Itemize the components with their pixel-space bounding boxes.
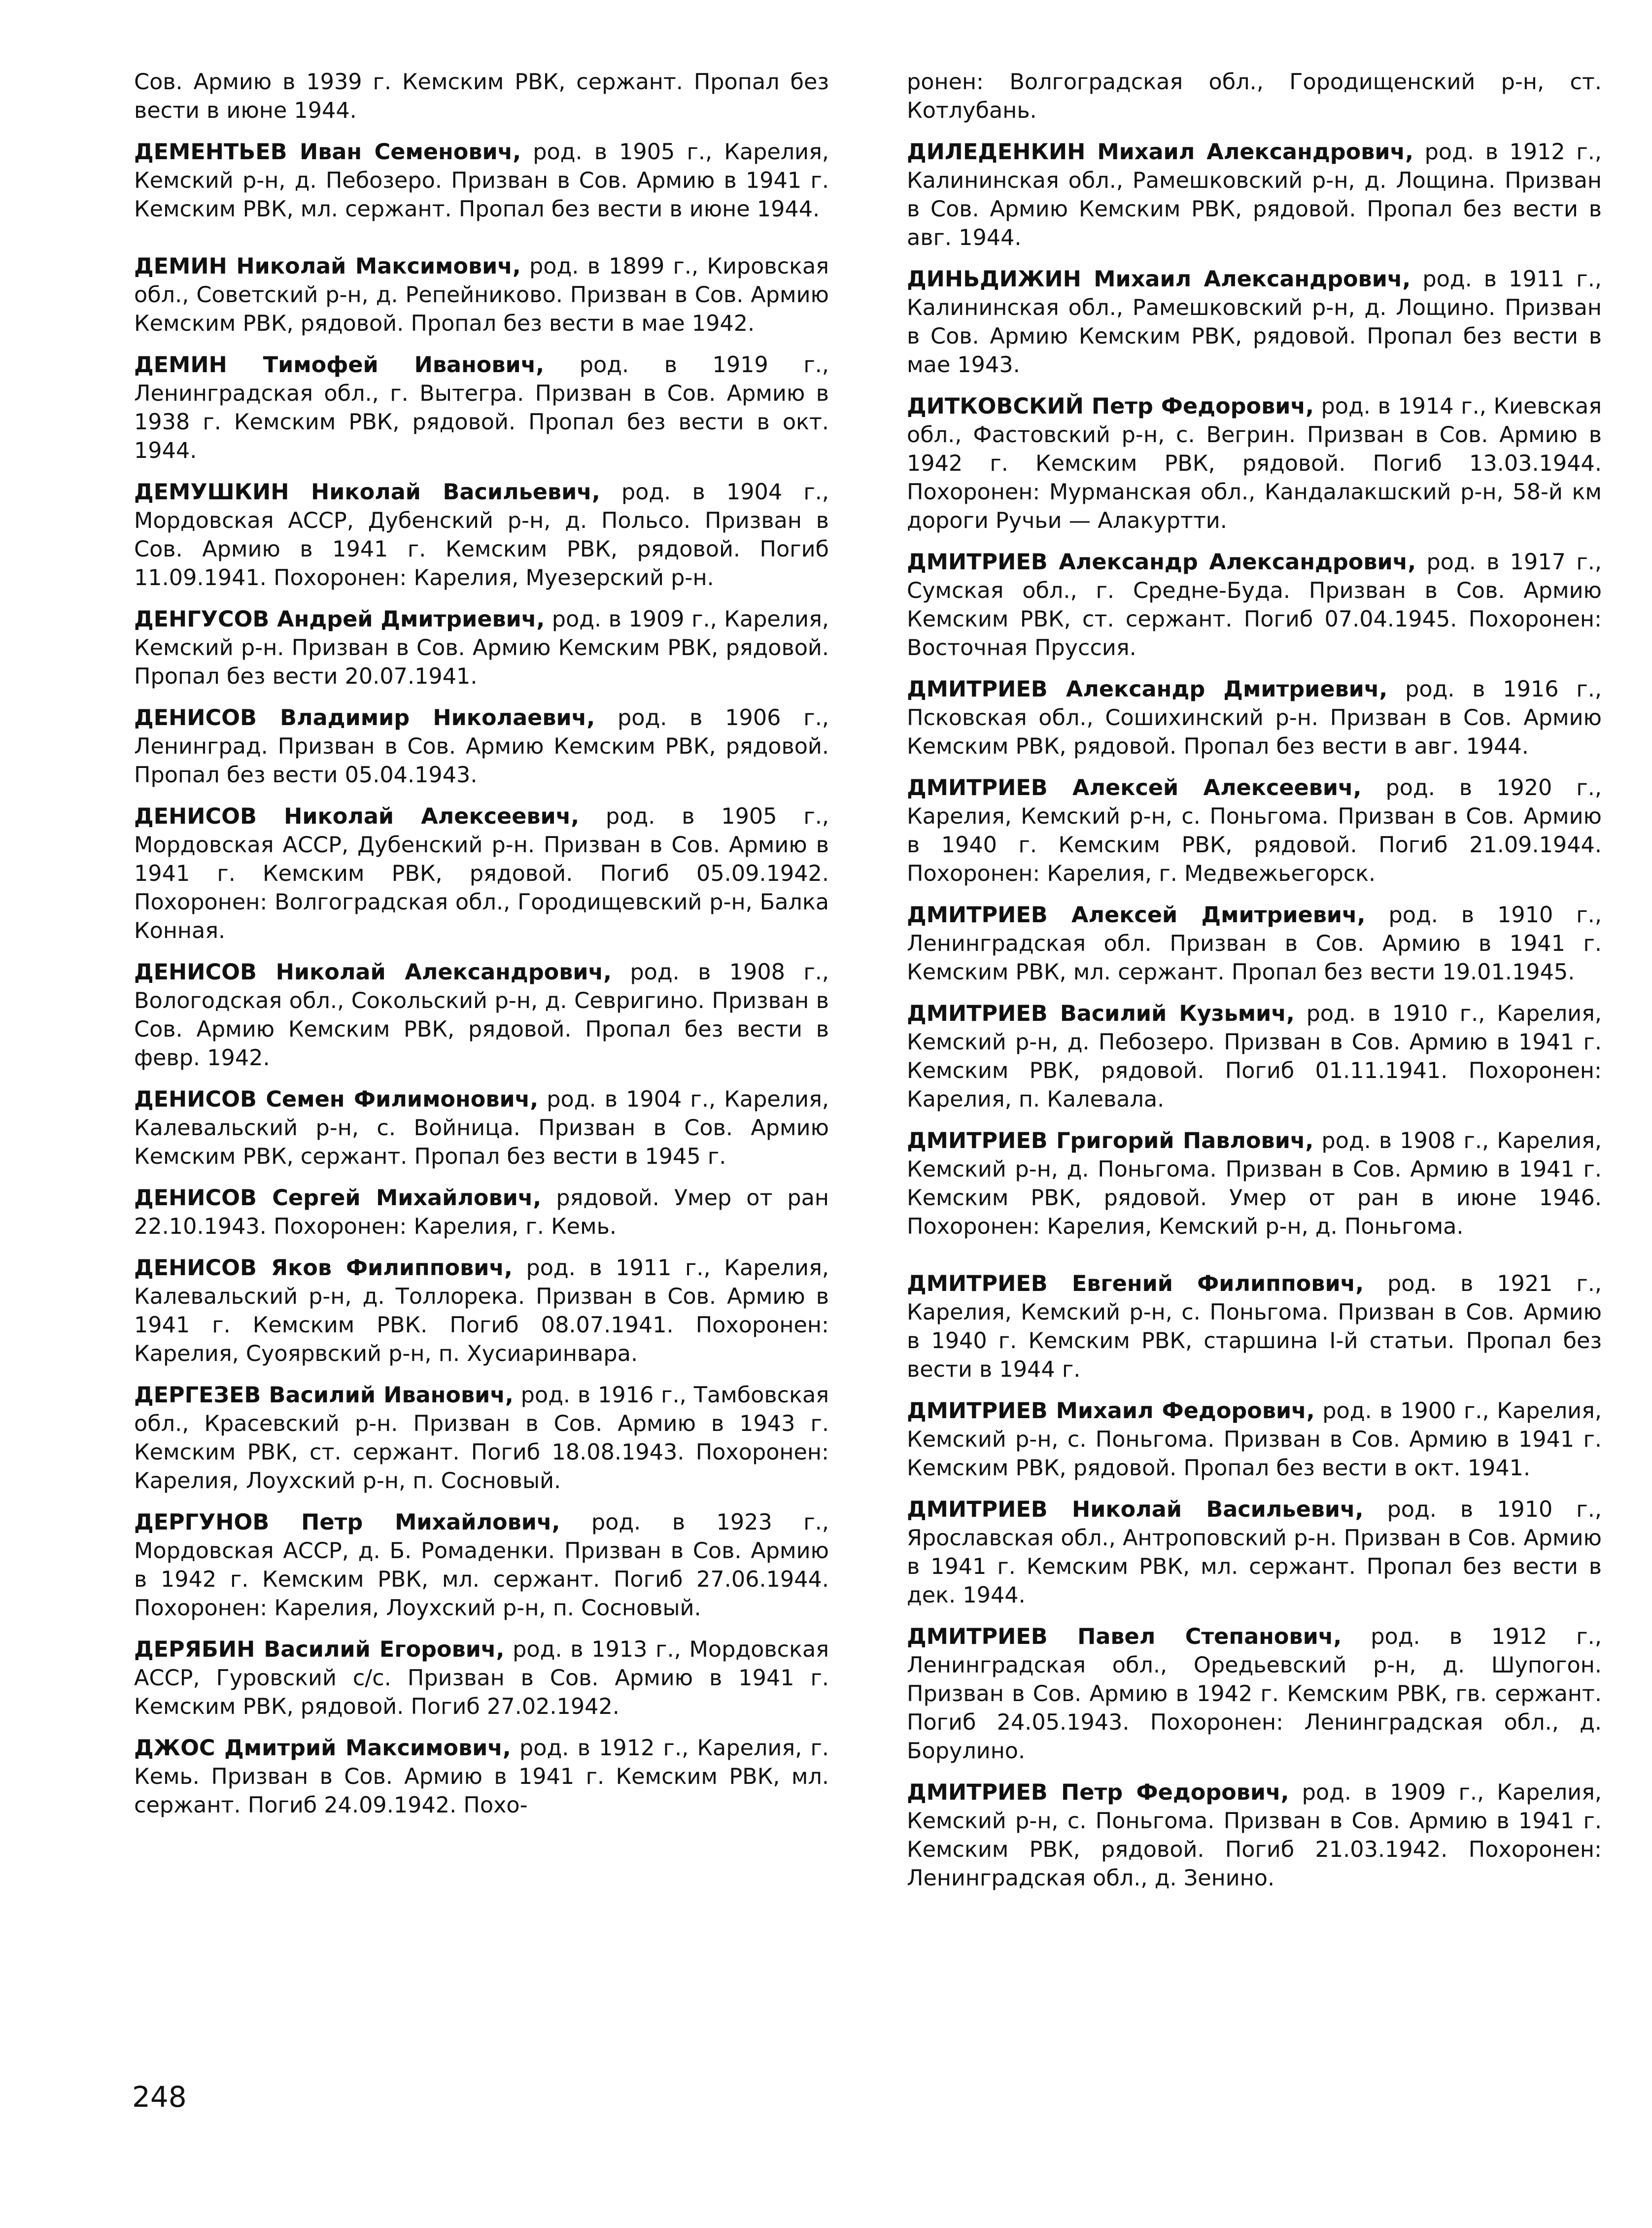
entry: [907, 392, 1602, 535]
entry: [134, 1381, 829, 1496]
entry-text: род. в 1904 г., Мордовская АССР, Дубенский р-н, д. Польсо. Призван в Сов. Армию в 1941 г. Кемским РВК, рядовой. Погиб 11.09.1941. Похоронен: Карелия, Муезерский р-н.: [134, 480, 829, 591]
entry-name: ДЕРГЕЗЕВ Василий Иванович,: [134, 1383, 514, 1408]
entry-name: ДЕРЯБИН Василий Егорович,: [134, 1637, 505, 1662]
entry-text: род. в 1917 г., Сумская обл., г. Средне-Буда. Призван в Сов. Армию Кемским РВК, ст. сержант. Погиб 07.04.1945. Похоронен: Восточная Пруссия.: [907, 550, 1602, 661]
entry: [134, 1184, 829, 1241]
entry-name: ДЕНИСОВ Николай Александрович,: [134, 960, 612, 985]
entry: [907, 1127, 1602, 1241]
entry-name: ДМИТРИЕВ Василий Кузьмич,: [907, 1001, 1295, 1026]
entry-name: ДЕМУШКИН Николай Васильевич,: [134, 480, 600, 505]
entry-text: род. в 1909 г., Карелия, Кемский р-н. Призван в Сов. Армию Кемским РВК, рядовой. Пропал без вести 20.07.1941.: [134, 607, 829, 689]
entry: [134, 1508, 829, 1623]
entry-name: ДМИТРИЕВ Алексей Алексеевич,: [907, 775, 1362, 801]
entry-name: ДЕРГУНОВ Петр Михайлович,: [134, 1510, 560, 1535]
entry-text: род. в 1905 г., Мордовская АССР, Дубенский р-н. Призван в Сов. Армию в 1941 г. Кемским РВК, рядовой. Погиб 05.09.1942. Похоронен: Волгоградская обл., Городищевский р-н, Балка Конная.: [134, 804, 829, 943]
entry: [907, 138, 1602, 252]
entry-text: род. в 1899 г., Кировская обл., Советский р-н, д. Репейниково. Призван в Сов. Армию Кемским РВК, рядовой. Пропал без вести в мае 1942.: [134, 254, 829, 336]
entry: [134, 478, 829, 592]
entry: [907, 774, 1602, 888]
entry-name: ДЕНИСОВ Семен Филимонович,: [134, 1087, 539, 1112]
entry: [907, 1397, 1602, 1483]
entry-name: ДЕНГУСОВ Андрей Дмитриевич,: [134, 607, 545, 632]
entry-name: ДИТКОВСКИЙ Петр Федорович,: [907, 394, 1314, 419]
entry: [134, 605, 829, 691]
entry-text: род. в 1913 г., Мордовская АССР, Гуровский с/с. Призван в Сов. Армию в 1941 г. Кемским РВК, рядовой. Погиб 27.02.1942.: [134, 1637, 829, 1719]
entry: [907, 265, 1602, 380]
entry-name: ДЕНИСОВ Сергей Михайлович,: [134, 1185, 542, 1211]
entry: [907, 1270, 1602, 1384]
entry-text: род. в 1910 г., Ленинградская обл. Призван в Сов. Армию в 1941 г. Кемским РВК, мл. сержант. Пропал без вести 19.01.1945.: [907, 903, 1602, 985]
entry-text: род. в 1911 г., Калининская обл., Рамешковский р-н, д. Лощино. Призван в Сов. Армию Кемским РВК, рядовой. Пропал без вести в мае 1943.: [907, 267, 1602, 378]
entry-name: ДМИТРИЕВ Петр Федорович,: [907, 1780, 1289, 1805]
entry: [134, 1734, 829, 1820]
entry-name: ДЖОС Дмитрий Максимович,: [134, 1736, 511, 1761]
right-column: [907, 68, 1602, 1906]
entry-name: ДЕМЕНТЬЕВ Иван Семенович,: [134, 139, 521, 165]
entry: [134, 351, 829, 465]
entry-text: род. в 1921 г., Карелия, Кемский р-н, с. Поньгома. Призван в Сов. Армию в 1940 г. Кемским РВК, старшина I-й статьи. Пропал без вести в 1944 г.: [907, 1271, 1602, 1382]
entry-name: ДИЛЕДЕНКИН Михаил Александрович,: [907, 139, 1413, 165]
left-column: [134, 68, 829, 1833]
entry-name: ДЕНИСОВ Яков Филиппович,: [134, 1255, 513, 1281]
entry: [134, 958, 829, 1073]
entry: [907, 1778, 1602, 1893]
entry: [134, 138, 829, 224]
entry-text: род. в 1905 г., Карелия, Кемский р-н, д. Пебозеро. Призван в Сов. Армию в 1941 г. Кемским РВК, мл. сержант. Пропал без вести в июне 1944.: [134, 139, 829, 222]
entry-name: ДЕНИСОВ Николай Алексеевич,: [134, 804, 580, 829]
entry: [134, 704, 829, 790]
entry-text: род. в 1914 г., Киевская обл., Фастовский р-н, с. Вегрин. Призван в Сов. Армию в 1942 г. Кемским РВК, рядовой. Погиб 13.03.1944. Похоронен: Мурманская обл., Кандалакшский р-н, 58-й км дороги Ручьи — Алакуртти.: [907, 394, 1602, 533]
entry-text: род. в 1920 г., Карелия, Кемский р-н, с. Поньгома. Призван в Сов. Армию в 1940 г. Кемским РВК, рядовой. Погиб 21.09.1944. Похоронен: Карелия, г. Медвежьегорск.: [907, 775, 1602, 886]
entry: [134, 252, 829, 338]
entry: [134, 1636, 829, 1721]
entry-name: ДМИТРИЕВ Евгений Филиппович,: [907, 1271, 1364, 1296]
entry-text: род. в 1912 г., Карелия, г. Кемь. Призван в Сов. Армию в 1941 г. Кемским РВК, мл. сержант. Погиб 24.09.1942. Похо-: [134, 1736, 829, 1818]
continued-entry: Сов. Армию в 1939 г. Кемским РВК, сержант. Пропал без вести в июне 1944.: [134, 70, 829, 123]
continued-entry: ронен: Волгоградская обл., Городищенский р-н, ст. Котлубань.: [907, 70, 1602, 123]
entry-text: род. в 1909 г., Карелия, Кемский р-н, с. Поньгома. Призван в Сов. Армию в 1941 г. Кемским РВК, рядовой. Погиб 21.03.1942. Похоронен: Ленинградская обл., д. Зенино.: [907, 1780, 1602, 1891]
entry-name: ДЕМИН Николай Максимович,: [134, 254, 521, 279]
entry: [907, 548, 1602, 662]
entry-text: род. в 1911 г., Карелия, Калевальский р-н, д. Толлорека. Призван в Сов. Армию в 1941 г. Кемским РВК. Погиб 08.07.1941. Похоронен: Карелия, Суоярвский р-н, п. Хусиаринвара.: [134, 1255, 829, 1366]
entry-text: род. в 1908 г., Вологодская обл., Сокольский р-н, д. Севригино. Призван в Сов. Армию Кемским РВК, рядовой. Пропал без вести в февр. 1942.: [134, 960, 829, 1071]
entry-text: род. в 1904 г., Карелия, Калевальский р-н, с. Войница. Призван в Сов. Армию Кемским РВК, сержант. Пропал без вести в 1945 г.: [134, 1087, 829, 1169]
entry-name: ДМИТРИЕВ Григорий Павлович,: [907, 1128, 1314, 1153]
entry-text: род. в 1916 г., Тамбовская обл., Красевский р-н. Призван в Сов. Армию в 1943 г. Кемским РВК, ст. сержант. Погиб 18.08.1943. Похоронен: Карелия, Лоухский р-н, п. Сосновый.: [134, 1383, 829, 1494]
entry-name: ДЕНИСОВ Владимир Николаевич,: [134, 705, 595, 731]
entry-text: род. в 1900 г., Карелия, Кемский р-н, с. Поньгома. Призван в Сов. Армию в 1941 г. Кемским РВК, рядовой. Пропал без вести в окт. 1941.: [907, 1398, 1602, 1481]
entry-text: род. в 1919 г., Ленинградская обл., г. Вытегра. Призван в Сов. Армию в 1938 г. Кемским РВК, рядовой. Пропал без вести в окт. 1944.: [134, 352, 829, 463]
entry: [907, 1496, 1602, 1610]
entry: [907, 1623, 1602, 1766]
page-number: 248: [132, 2080, 187, 2114]
entry-text: рядовой. Умер от ран 22.10.1943. Похоронен: Карелия, г. Кемь.: [134, 1185, 829, 1239]
entry-name: ДМИТРИЕВ Михаил Федорович,: [907, 1398, 1315, 1424]
entry-name: ДМИТРИЕВ Николай Васильевич,: [907, 1497, 1364, 1522]
entry-name: ДМИТРИЕВ Александр Дмитриевич,: [907, 677, 1388, 702]
entry: [907, 675, 1602, 761]
entry-name: ДИНЬДИЖИН Михаил Александрович,: [907, 267, 1411, 292]
entry-name: ДЕМИН Тимофей Иванович,: [134, 352, 545, 378]
entry-text: род. в 1910 г., Карелия, Кемский р-н, д. Пебозеро. Призван в Сов. Армию в 1941 г. Кемским РВК, рядовой. Погиб 01.11.1941. Похоронен: Карелия, п. Калевала.: [907, 1001, 1602, 1112]
entry-text: род. в 1912 г., Ленинградская обл., Оредьевский р-н, д. Шупогон. Призван в Сов. Армию в 1942 г. Кемским РВК, гв. сержант. Погиб 24.05.1943. Похоронен: Ленинградская обл., д. Борулино.: [907, 1624, 1602, 1764]
entry: [134, 1254, 829, 1368]
entry-text: род. в 1923 г., Мордовская АССР, д. Б. Ромаденки. Призван в Сов. Армию в 1942 г. Кемским РВК, мл. сержант. Погиб 27.06.1944. Похоронен: Карелия, Лоухский р-н, п. Сосновый.: [134, 1510, 829, 1621]
entry: [134, 1085, 829, 1171]
entry: [134, 802, 829, 945]
entry-name: ДМИТРИЕВ Алексей Дмитриевич,: [907, 903, 1366, 928]
entry-text: род. в 1916 г., Псковская обл., Сошихинский р-н. Призван в Сов. Армию Кемским РВК, рядовой. Пропал без вести в авг. 1944.: [907, 677, 1602, 759]
entry-text: род. в 1912 г., Калининская обл., Рамешковский р-н, д. Лощина. Призван в Сов. Армию Кемским РВК, рядовой. Пропал без вести в авг. 1944.: [907, 139, 1602, 250]
entry: [907, 1000, 1602, 1114]
entry-name: ДМИТРИЕВ Александр Александрович,: [907, 550, 1416, 575]
entry-name: ДМИТРИЕВ Павел Степанович,: [907, 1624, 1342, 1649]
entry-text: род. в 1910 г., Ярославская обл., Антроповский р-н. Призван в Сов. Армию в 1941 г. Кемским РВК, мл. сержант. Пропал без вести в дек. 1944.: [907, 1497, 1602, 1608]
entry-text: род. в 1906 г., Ленинград. Призван в Сов. Армию Кемским РВК, рядовой. Пропал без вести 05.04.1943.: [134, 705, 829, 788]
entry-text: род. в 1908 г., Карелия, Кемский р-н, д. Поньгома. Призван в Сов. Армию в 1941 г. Кемским РВК, рядовой. Умер от ран в июне 1946. Похоронен: Карелия, Кемский р-н, д. Поньгома.: [907, 1128, 1602, 1239]
entry: [907, 901, 1602, 987]
